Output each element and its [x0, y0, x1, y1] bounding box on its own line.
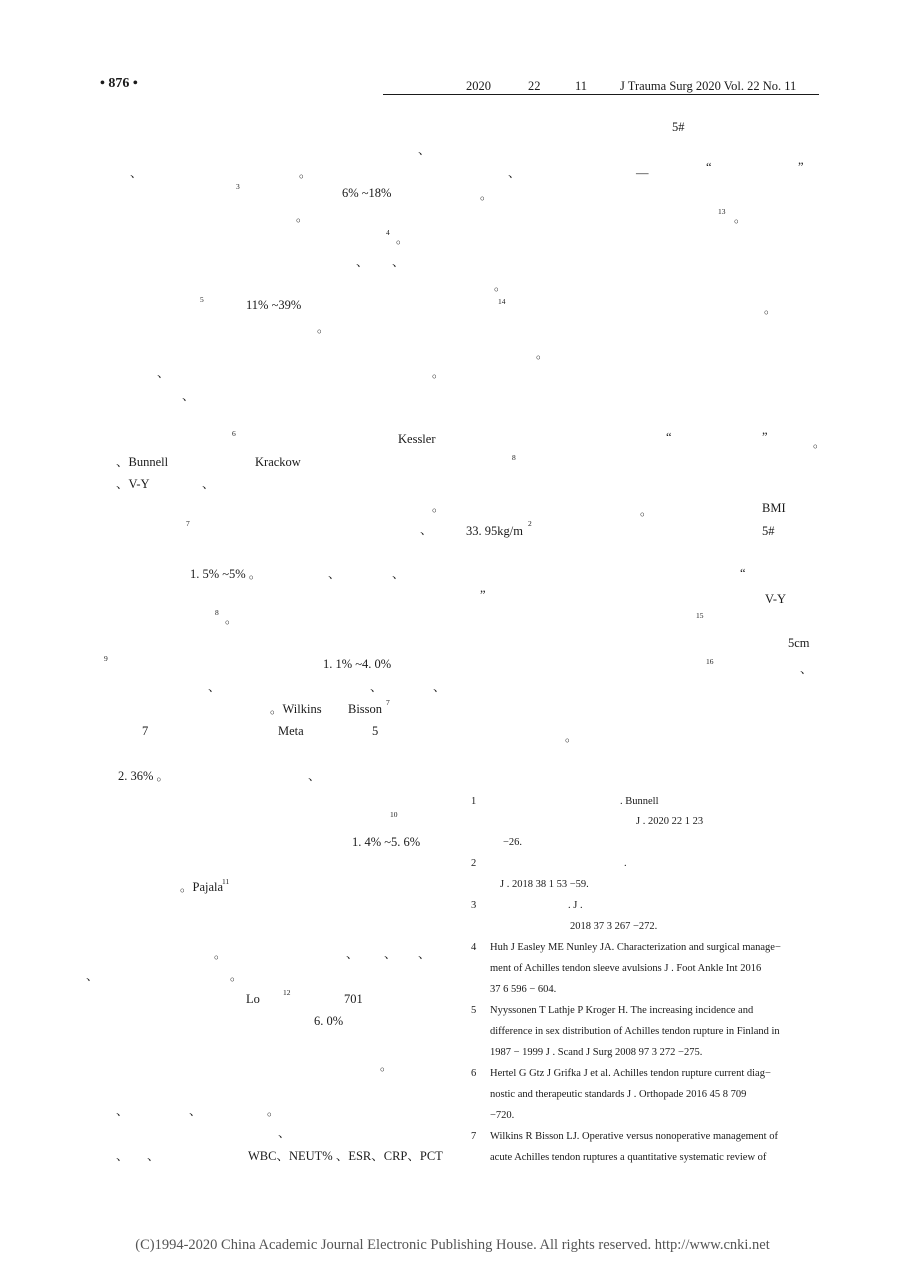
body-text: 、	[308, 769, 321, 783]
reference-number: 4	[471, 942, 477, 953]
citation-mark: 5	[200, 295, 204, 304]
body-text: 、	[370, 680, 383, 694]
body-text: 5#	[762, 524, 775, 538]
citation-mark: 8	[512, 453, 516, 462]
body-text: 、	[116, 1104, 129, 1118]
body-text: 、	[418, 143, 431, 157]
body-text: 。	[494, 279, 507, 293]
citation-mark: 9	[104, 654, 108, 663]
body-text: 。	[225, 612, 238, 626]
body-text: 、	[384, 947, 397, 961]
reference-number: 5	[471, 1005, 477, 1016]
reference-line: . J .	[568, 900, 583, 911]
body-text: 、	[356, 255, 369, 269]
body-text: 701	[344, 992, 363, 1006]
citation-mark: 8	[215, 608, 219, 617]
body-text: 。	[734, 211, 747, 225]
body-text: 、	[86, 969, 99, 983]
body-text: 、	[130, 166, 143, 180]
body-text: 6% ~18%	[342, 186, 392, 200]
reference-line: 1987 − 1999 J . Scand J Surg 2008 97 3 272 −275.	[490, 1047, 703, 1058]
body-text: Lo	[246, 992, 260, 1006]
citation-mark: 16	[706, 657, 714, 666]
body-text: 11% ~39%	[246, 298, 302, 312]
body-text: “	[706, 160, 712, 174]
body-text: 、V-Y	[116, 477, 150, 491]
body-text: 。Pajala	[180, 880, 224, 894]
copyright-footer: (C)1994-2020 China Academic Journal Electronic Publishing House. All rights reserved. http://www.cnki.net	[135, 1237, 770, 1253]
body-text: 5	[372, 724, 379, 738]
body-text: Meta	[278, 724, 304, 738]
body-text: 。	[299, 166, 312, 180]
reference-line: . Bunnell	[620, 796, 659, 807]
body-text: 、	[208, 680, 221, 694]
header-journal: J Trauma Surg 2020 Vol. 22 No. 11	[620, 79, 797, 93]
body-text: 。	[565, 730, 578, 744]
body-text: 。	[640, 504, 653, 518]
body-text: 。	[267, 1104, 280, 1118]
body-text: 33. 95kg/m	[466, 524, 523, 538]
reference-line: −26.	[503, 837, 523, 848]
body-text: ”	[762, 430, 768, 444]
reference-line: nostic and therapeutic standards J . Orthopade 2016 45 8 709	[490, 1089, 747, 1100]
page-number: • 876 •	[100, 76, 138, 91]
body-text: 、	[278, 1126, 291, 1140]
reference-number: 1	[471, 796, 477, 807]
body-text: 。	[230, 969, 243, 983]
body-text: 7	[142, 724, 149, 738]
body-text: 、	[189, 1104, 202, 1118]
body-text: 、	[508, 166, 521, 180]
body-text: 、	[147, 1149, 160, 1163]
reference-line: difference in sex distribution of Achilles tendon rupture in Finland in	[490, 1026, 780, 1037]
body-text: —	[636, 166, 649, 180]
reference-line: acute Achilles tendon ruptures a quantitative systematic review of	[490, 1152, 767, 1163]
body-text: 。	[396, 232, 409, 246]
citation-mark: 15	[696, 611, 704, 620]
citation-mark: 7	[186, 519, 190, 528]
body-text: 。	[296, 210, 309, 224]
body-text: 。	[480, 188, 493, 202]
body-text: 。	[813, 436, 826, 450]
reference-line: Nyyssonen T Lathje P Kroger H. The increasing incidence and	[490, 1005, 754, 1016]
reference-number: 2	[471, 858, 477, 869]
citation-mark: 14	[498, 297, 506, 306]
reference-line: Huh J Easley ME Nunley JA. Characterization and surgical manage−	[490, 942, 781, 953]
body-text: Krackow	[255, 455, 301, 469]
body-text: 、	[202, 477, 215, 491]
body-text: 1. 1% ~4. 0%	[323, 657, 392, 671]
reference-line: 2018 37 3 267 −272.	[570, 921, 658, 932]
reference-line: 37 6 596 − 604.	[490, 984, 557, 995]
header-volume: 22	[528, 79, 541, 93]
reference-line: .	[624, 858, 627, 869]
citation-mark: 12	[283, 988, 291, 997]
body-text: 6. 0%	[314, 1014, 344, 1028]
body-text: 、	[157, 366, 170, 380]
body-text: 、	[433, 680, 446, 694]
body-text: 。Wilkins	[270, 702, 322, 716]
reference-number: 7	[471, 1131, 477, 1142]
body-text: 。	[380, 1059, 393, 1073]
citation-mark: 7	[386, 698, 390, 707]
body-text: ”	[480, 588, 486, 602]
citation-mark: 3	[236, 182, 240, 191]
reference-number: 6	[471, 1068, 477, 1079]
body-text: 、	[420, 523, 433, 537]
body-text: 。	[432, 500, 445, 514]
body-text: Bisson	[348, 702, 383, 716]
body-text: 。	[764, 302, 777, 316]
body-text: 1. 4% ~5. 6%	[352, 835, 421, 849]
reference-line: ment of Achilles tendon sleeve avulsions J . Foot Ankle Int 2016	[490, 963, 762, 974]
body-text: 、	[328, 567, 341, 581]
body-text: 5cm	[788, 636, 810, 650]
header-year: 2020	[466, 79, 491, 93]
body-text: ”	[798, 160, 804, 174]
body-text: 、	[392, 567, 405, 581]
body-text: 、	[182, 389, 195, 403]
reference-line: Hertel G Gtz J Grifka J et al. Achilles tendon rupture current diag−	[490, 1068, 771, 1079]
citation-mark: 11	[222, 877, 230, 886]
body-text: BMI	[762, 501, 786, 515]
body-text: V-Y	[765, 592, 787, 606]
citation-mark: 10	[390, 810, 398, 819]
header-issue: 11	[575, 79, 588, 93]
body-text: “	[666, 430, 672, 444]
body-text: 。	[214, 947, 227, 961]
body-text: WBC、NEUT% 、ESR、CRP、PCT	[248, 1149, 443, 1163]
body-text: 、	[116, 1149, 129, 1163]
body-text: 、	[392, 255, 405, 269]
citation-mark: 6	[232, 429, 236, 438]
reference-line: J . 2020 22 1 23	[636, 816, 704, 827]
superscript: 2	[528, 519, 532, 528]
body-text: “	[740, 566, 746, 580]
body-text: 。	[536, 347, 549, 361]
body-text: 。	[432, 366, 445, 380]
reference-number: 3	[471, 900, 477, 911]
header-rule	[383, 94, 819, 95]
reference-line: J . 2018 38 1 53 −59.	[500, 879, 589, 890]
body-text: 、	[346, 947, 359, 961]
reference-line: Wilkins R Bisson LJ. Operative versus nonoperative management of	[490, 1131, 778, 1142]
body-text: 、	[418, 947, 431, 961]
reference-line: −720.	[490, 1110, 515, 1121]
body-text: 、	[800, 662, 813, 676]
body-text: Kessler	[398, 432, 436, 446]
body-text: 5#	[672, 120, 685, 134]
body-text: 、Bunnell	[116, 455, 169, 469]
body-text: 。	[317, 321, 330, 335]
body-text: 2. 36% 。	[118, 769, 170, 783]
citation-mark: 13	[718, 207, 726, 216]
body-text: 1. 5% ~5% 。	[190, 567, 262, 581]
citation-mark: 4	[386, 228, 390, 237]
